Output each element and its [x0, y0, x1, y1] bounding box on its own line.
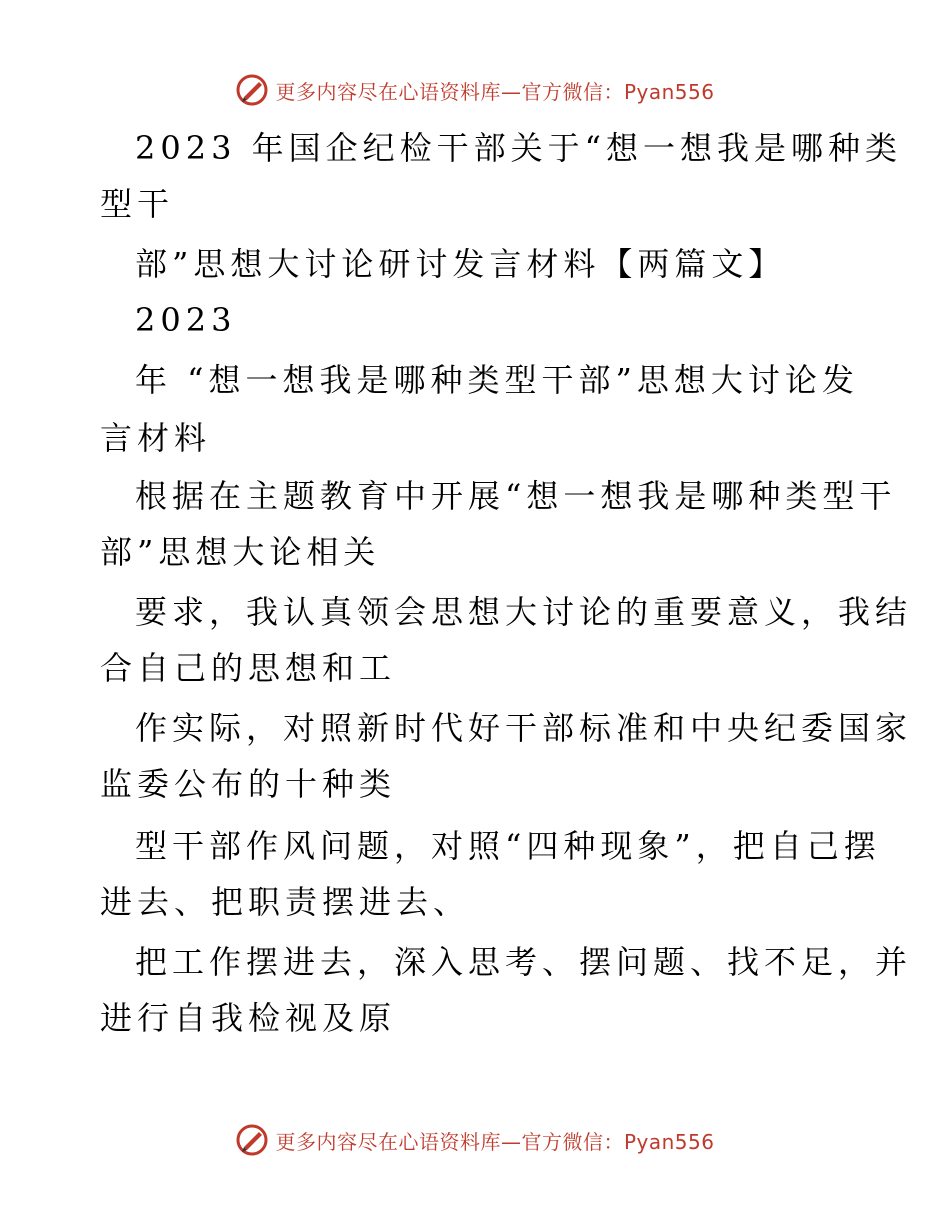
- pen-logo-icon: [235, 73, 269, 107]
- text-line-9: 要求，我认真领会思想大讨论的重要意义，我结: [135, 593, 913, 631]
- footer-banner-text: 更多内容尽在心语资料库—官方微信：Pyan556: [275, 1129, 715, 1154]
- footer-banner-inner: [235, 1123, 714, 1157]
- text-line-6: 言材料: [100, 419, 212, 457]
- text-line-4: 2023: [135, 301, 237, 339]
- header-banner: [0, 70, 950, 110]
- text-line-13: 型干部作风问题，对照“四种现象”，把自己摆: [135, 827, 881, 865]
- text-line-7: 根据在主题教育中开展“想一想我是哪种类型干: [135, 477, 897, 515]
- text-line-2: 型干: [100, 185, 175, 223]
- text-line-15: 把工作摆进去，深入思考、摆问题、找不足，并: [135, 943, 913, 981]
- footer-banner: [0, 1120, 950, 1160]
- text-line-1: 2023 年国企纪检干部关于“想一想我是哪种类: [135, 129, 902, 167]
- header-banner-inner: [235, 73, 714, 107]
- text-line-12: 监委公布的十种类: [100, 765, 397, 803]
- text-line-8: 部”思想大论相关: [100, 533, 381, 571]
- text-line-16: 进行自我检视及原: [100, 999, 397, 1037]
- text-line-5: 年 “想一想我是哪种类型干部”思想大讨论发: [135, 361, 859, 399]
- header-banner-text: 更多内容尽在心语资料库—官方微信：Pyan556: [275, 79, 715, 104]
- text-line-11: 作实际，对照新时代好干部标准和中央纪委国家: [135, 709, 913, 747]
- pen-logo-icon: [235, 1123, 269, 1157]
- text-line-3: 部”思想大讨论研讨发言材料【两篇文】: [135, 245, 786, 283]
- text-line-10: 合自己的思想和工: [100, 649, 397, 687]
- text-line-14: 进去、把职责摆进去、: [100, 883, 471, 921]
